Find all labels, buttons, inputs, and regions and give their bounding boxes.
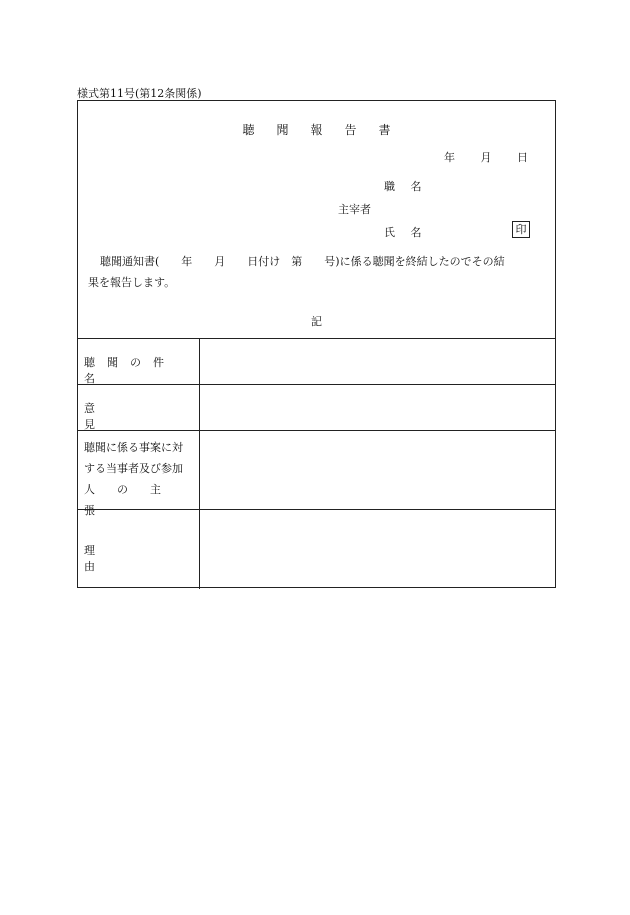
opinion-value-cell[interactable]: [200, 385, 556, 430]
month-label: 月: [480, 151, 492, 164]
day-label: 日: [517, 151, 528, 164]
row-label-opinion: [84, 400, 192, 432]
subject-value-cell[interactable]: [200, 339, 556, 384]
report-form: [77, 100, 556, 588]
year-label: 年: [444, 151, 455, 164]
name-label: 氏 名: [384, 226, 428, 239]
ki-heading: 記: [311, 315, 322, 328]
row-label-claims: [84, 437, 192, 521]
claims-value-cell[interactable]: [200, 431, 556, 509]
claims-label-line-3: 人の主張: [84, 483, 183, 517]
document-title: 聴聞報告書: [242, 123, 413, 137]
claims-label-line-1: 聴聞に係る事案に対: [84, 441, 183, 454]
row-label-opinion-text: 意見: [84, 402, 179, 431]
statement-line-1: 聴聞通知書( 年 月 日付け 第 号)に係る聴聞を終結したのでその結: [100, 255, 505, 268]
claims-label-line-2: する当事者及び参加: [84, 462, 183, 475]
position-label: 職 名: [384, 180, 428, 193]
form-number: 様式第11号(第12条関係): [77, 87, 202, 100]
organizer-label: 主宰者: [338, 203, 371, 216]
seal-mark: 印: [512, 221, 530, 238]
row-label-subject: 聴聞の件名: [84, 356, 176, 385]
row-label-reason: [84, 542, 192, 574]
statement-line-2: 果を報告します。: [88, 276, 176, 289]
row-label-reason-text: 理由: [84, 544, 179, 573]
reason-value-cell[interactable]: [200, 510, 556, 588]
date-line: [444, 149, 528, 165]
report-statement: [88, 251, 550, 293]
